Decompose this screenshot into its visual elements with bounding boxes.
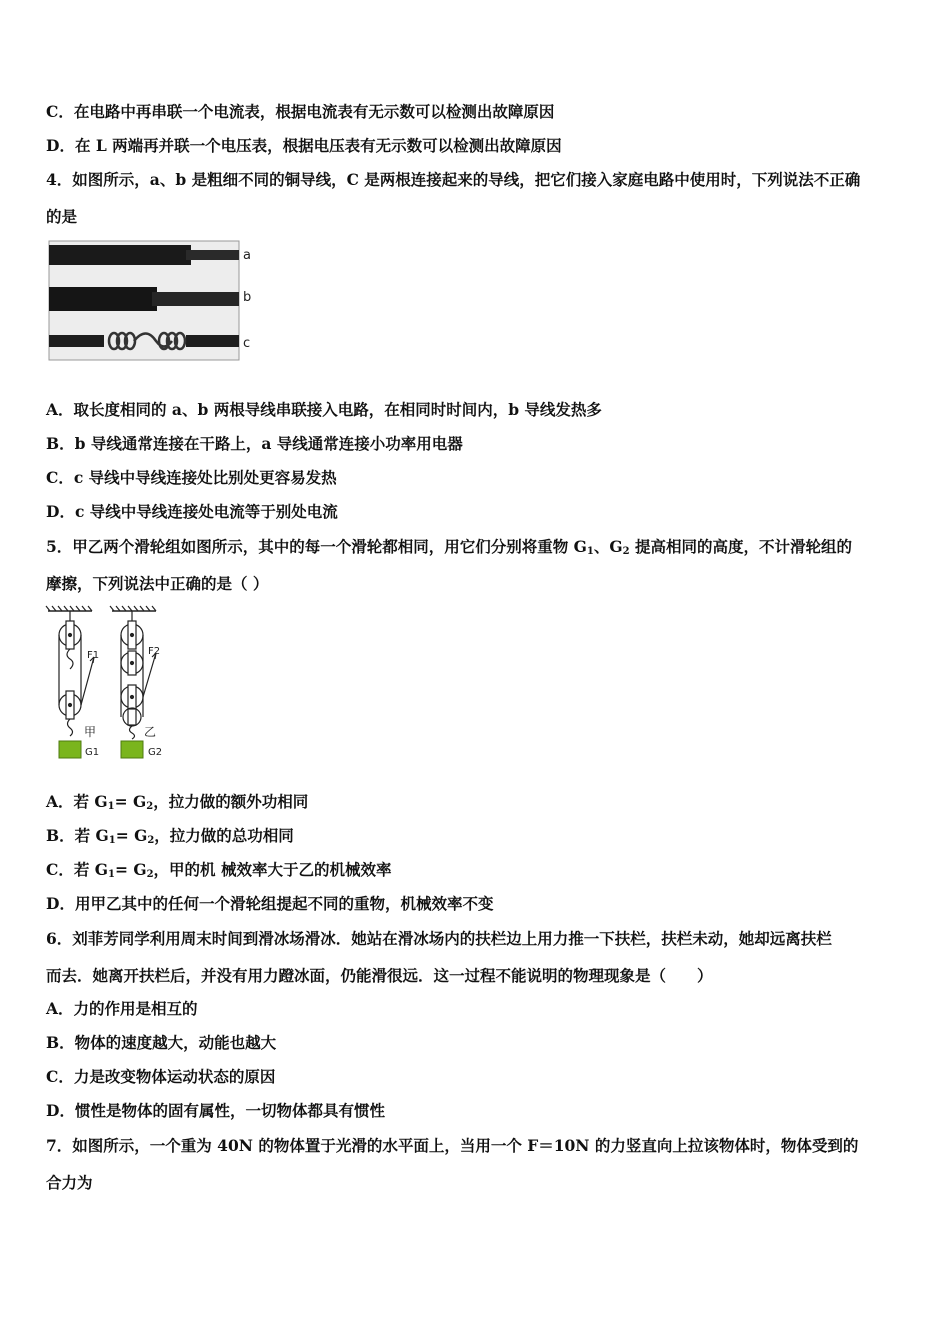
q4-stem-line1: 4．如图所示，a、b 是粗细不同的铜导线，C 是两根连接起来的导线，把它们接入家庭电路中使用时，下列说法不正确 bbox=[46, 170, 861, 189]
q4-option-a: A．取长度相同的 a、b 两根导线串联接入电路，在相同时时间内，b 导线发热多 bbox=[46, 400, 602, 419]
label-jia: 甲 bbox=[84, 725, 97, 739]
label-c: c bbox=[243, 336, 251, 351]
label-g2: G2 bbox=[148, 747, 163, 758]
q6-stem-line1: 6．刘菲芳同学利用周末时间到滑冰场滑冰．她站在滑冰场内的扶栏边上用力推一下扶栏，扶栏未动，她却远离扶栏 bbox=[46, 929, 832, 948]
wire-c-right bbox=[186, 335, 239, 347]
wire-a-thick bbox=[49, 245, 191, 265]
pulley-system-yi bbox=[110, 606, 156, 739]
q4-option-b: B．b 导线通常连接在干路上，a 导线通常连接小功率用电器 bbox=[46, 434, 463, 453]
q7-stem-line1: 7．如图所示，一个重为 40N 的物体置于光滑的水平面上，当用一个 F＝10N 的力竖直向上拉该物体时，物体受到的 bbox=[46, 1136, 859, 1155]
copper-wires-figure bbox=[46, 238, 261, 363]
q6-stem-line2: 而去．她离开扶栏后，并没有用力蹬冰面，仍能滑很远．这一过程不能说明的物理现象是（ ） bbox=[46, 966, 713, 985]
label-b: b bbox=[243, 290, 252, 305]
wire-c-left bbox=[49, 335, 104, 347]
q5-stem-line1: 5．甲乙两个滑轮组如图所示，其中的每一个滑轮都相同，用它们分别将重物 $G_1$、$G_2$ 提高相同的高度，不计滑轮组的 bbox=[46, 537, 853, 557]
q5-option-b: B．若 $G_1= G_2$，拉力做的总功相同 bbox=[46, 826, 294, 846]
q3-option-d: D．在 L 两端再并联一个电压表，根据电压表有无示数可以检测出故障原因 bbox=[46, 136, 562, 155]
q6-option-d: D．惯性是物体的固有属性，一切物体都具有惯性 bbox=[46, 1101, 385, 1120]
q4-option-c: C．c 导线中导线连接处比别处更容易发热 bbox=[46, 468, 337, 487]
label-f1: F1 bbox=[87, 650, 100, 661]
pulley-systems-figure bbox=[40, 605, 175, 765]
q3-option-c: C．在电路中再串联一个电流表，根据电流表有无示数可以检测出故障原因 bbox=[46, 102, 555, 121]
label-g1: G1 bbox=[85, 747, 100, 758]
wire-b-thin bbox=[152, 292, 239, 306]
q6-option-b: B．物体的速度越大，动能也越大 bbox=[46, 1033, 277, 1052]
pulley-system-jia bbox=[46, 606, 94, 736]
q7-stem-line2: 合力为 bbox=[46, 1173, 93, 1192]
wire-b-thick bbox=[49, 287, 157, 311]
label-f2: F2 bbox=[148, 646, 161, 657]
weight-g2 bbox=[121, 741, 143, 758]
q4-option-d: D．c 导线中导线连接处电流等于别处电流 bbox=[46, 502, 338, 521]
q6-option-c: C．力是改变物体运动状态的原因 bbox=[46, 1067, 276, 1086]
q5-option-c: C．若 $G_1= G_2$，甲的机 械效率大于乙的机械效率 bbox=[46, 860, 392, 880]
q5-option-d: D．用甲乙其中的任何一个滑轮组提起不同的重物，机械效率不变 bbox=[46, 894, 494, 913]
q4-stem-line2: 的是 bbox=[46, 207, 78, 226]
q5-stem-line2: 摩擦，下列说法中正确的是（ ） bbox=[46, 574, 269, 593]
label-yi: 乙 bbox=[144, 725, 157, 739]
label-a: a bbox=[243, 248, 251, 263]
q6-option-a: A．力的作用是相互的 bbox=[46, 999, 198, 1018]
wire-a-thin bbox=[186, 250, 239, 260]
weight-g1 bbox=[59, 741, 81, 758]
q5-option-a: A．若 $G_1= G_2$，拉力做的额外功相同 bbox=[46, 792, 309, 812]
